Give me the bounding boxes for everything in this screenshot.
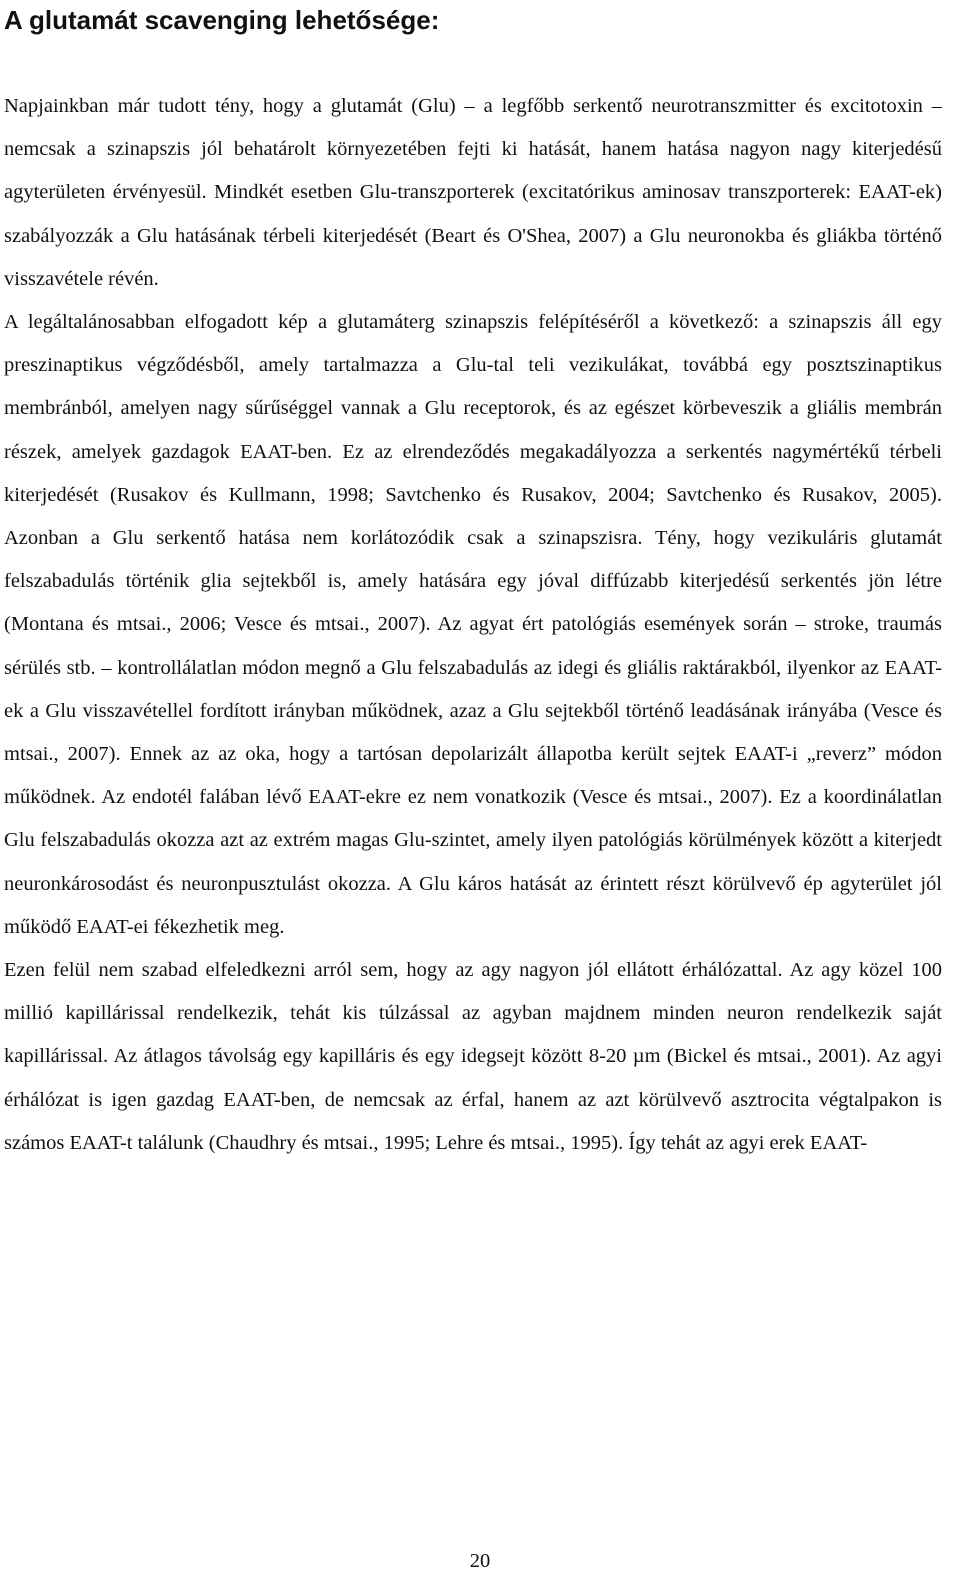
body-text [4,85,942,1165]
paragraph-1: Napjainkban már tudott tény, hogy a glutamát (Glu) – a legfőbb serkentő neurotranszmitter és excitotoxin – nemcsak a szinapszis jól behatárolt környezetében fejti ki hatását, hanem hatása nagyon nagy kiterjedésű agyterületen érvényesül. Mindkét esetben Glu-transzporterek (excitatórikus aminosav transzporterek: EAAT-ek) szabályozzák a Glu hatásának térbeli kiterjedését (Beart és O'Shea, 2007) a Glu neuronokba és gliákba történő visszavétele révén. [4,95,942,290]
section-heading: A glutamát scavenging lehetősége: [4,5,440,35]
paragraph-2: A legáltalánosabban elfogadott kép a glutamáterg szinapszis felépítéséről a következő: a szinapszis áll egy preszinaptikus végződésből, amely tartalmazza a Glu-tal teli vezikulákat, továbbá egy posztszinaptikus membránból, amelyen nagy sűrűséggel vannak a Glu receptorok, és az egészet körbeveszik a gliális membrán részek, amelyek gazdagok EAAT-ben. Ez az elrendeződés megakadályozza a serkentés nagymértékű térbeli kiterjedését (Rusakov és Kullmann, 1998; Savtchenko és Rusakov, 2004; Savtchenko és Rusakov, 2005). Azonban a Glu serkentő hatása nem korlátozódik csak a szinapszisra. Tény, hogy vezikuláris glutamát felszabadulás történik glia sejtekből is, amely hatására egy jóval diffúzabb kiterjedésű serkentés jön létre (Montana és mtsai., 2006; Vesce és mtsai., 2007). Az agyat ért patológiás események során – stroke, traumás sérülés stb. – kontrollálatlan módon megnő a Glu felszabadulás az idegi és gliális raktárakból, ilyenkor az EAAT-ek a Glu visszavétellel fordított irányban működnek, azaz a Glu sejtekből történő leadásának irányába (Vesce és mtsai., 2007). Ennek az az oka, hogy a tartósan depolarizált állapotba került sejtek EAAT-i „reverz” módon működnek. Az endotél falában lévő EAAT-ekre ez nem vonatkozik (Vesce és mtsai., 2007). Ez a koordinálatlan Glu felszabadulás okozza azt az extrém magas Glu-szintet, amely ilyen patológiás körülmények között a kiterjedt neuronkárosodást és neuronpusztulást okozza. A Glu káros hatását az érintett részt körülvevő ép agyterület jól működő EAAT-ei fékezhetik meg. [4,311,942,938]
page-number: 20 [469,1550,491,1572]
paragraph-3: Ezen felül nem szabad elfeledkezni arról sem, hogy az agy nagyon jól ellátott érhálózattal. Az agy közel 100 millió kapillárissal rendelkezik, tehát kis túlzással az agyban majdnem minden neuron rendelkezik saját kapillárissal. Az átlagos távolság egy kapilláris és egy idegsejt között 8-20 µm (Bickel és mtsai., 2001). Az agyi érhálózat is igen gazdag EAAT-ben, de nemcsak az érfal, hanem az azt körülvevő asztrocita végtalpakon is számos EAAT-t találunk (Chaudhry és mtsai., 1995; Lehre és mtsai., 1995). Így tehát az agyi erek EAAT- [4,959,942,1154]
